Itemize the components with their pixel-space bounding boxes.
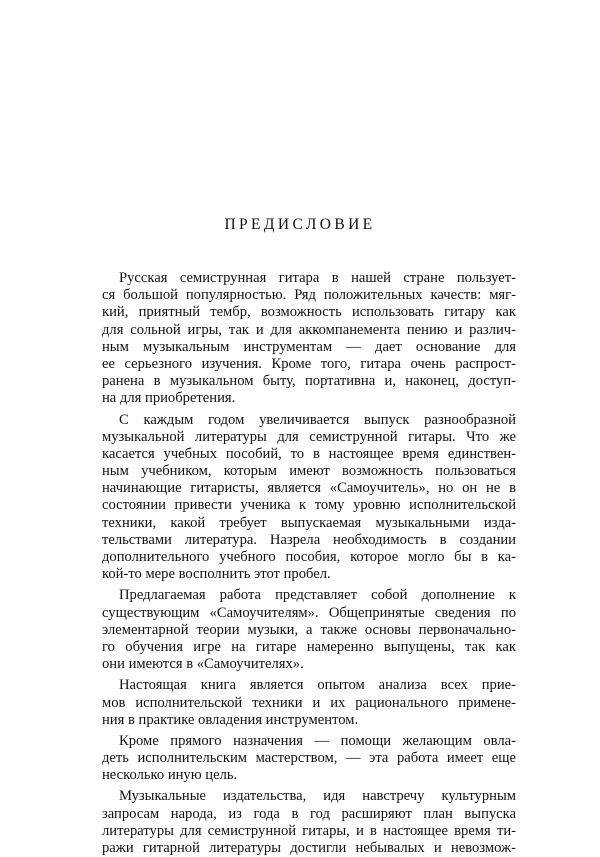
text-line: элементарной теории музыки, а также основы первоначально- (102, 621, 516, 638)
text-line: го обучения игре на гитаре намеренно выпущены, так как (102, 638, 516, 655)
paragraph (102, 677, 516, 729)
text-line: начинающие гитаристы, является «Самоучитель», но он не в (102, 480, 516, 497)
text-line: ее серьезного изучения. Кроме того, гитара очень распрост- (102, 355, 516, 372)
text-line: С каждым годом увеличивается выпуск разнообразной (119, 411, 516, 428)
text-line: техники, какой требует выпускаемая музыкальными изда- (102, 514, 516, 531)
text-line: запросам народа, из года в год расширяют план выпуска (102, 805, 516, 822)
paragraph (102, 733, 516, 785)
text-line: тельствами литература. Назрела необходимость в создании (102, 531, 516, 548)
paragraph (102, 270, 516, 408)
text-line: Кроме прямого назначения — помощи желающим овла- (119, 732, 516, 749)
text-line: кой-то мере восполнить этот пробел. (102, 566, 331, 583)
text-line: литературы для семиструнной гитары, и в настоящее время ти- (102, 822, 516, 839)
text-line: ся большой популярностью. Ряд положительных качеств: мяг- (102, 287, 516, 304)
text-line: несколько иную цель. (102, 767, 238, 784)
paragraph (102, 788, 516, 857)
text-line: ным учебником, которым имеют возможность пользоваться (102, 463, 516, 480)
text-line: касается учебных пособий, то в настоящее время единствен- (102, 445, 516, 462)
text-line: они имеются в «Самоучителях». (102, 656, 304, 673)
text-line: состоянии привести ученика к тому уровню исполнительской (102, 497, 516, 514)
text-line: ранена в музыкальном быту, портативна и, наконец, доступ- (102, 373, 516, 390)
text-line: мов исполнительской техники и их рационального примене- (102, 694, 516, 711)
text-line: кий, приятный тембр, возможность использовать гитару как (102, 304, 516, 321)
text-line: ным музыкальным инструментам — дает основание для (102, 338, 516, 355)
text-line: ражи гитарной литературы достигли небывалых и невозмож- (102, 840, 516, 856)
body-text (102, 270, 516, 857)
text-line: существующим «Самоучителям». Общепринятые сведения по (102, 604, 516, 621)
text-line: ния в практике овладения инструментом. (102, 711, 359, 728)
text-line: на для приобретения. (102, 390, 236, 407)
text-line: Музыкальные издательства, идя навстречу культурным (119, 788, 516, 805)
text-line: для сольной игры, так и для аккомпанемента пению и различ- (102, 321, 516, 338)
text-line: деть исполнительским мастерством, — эта работа имеет еще (102, 750, 516, 767)
text-line: дополнительного учебного пособия, которое могло бы в ка- (102, 549, 516, 565)
text-line: Настоящая книга является опытом анализа всех прие- (119, 677, 516, 694)
paragraph (102, 412, 516, 584)
page-title: ПРЕДИСЛОВИЕ (224, 216, 376, 233)
text-line: музыкальной литературы для семиструнной гитары. Что же (102, 428, 516, 445)
text-line: Предлагаемая работа представляет собой дополнение к (119, 587, 516, 604)
paragraph (102, 587, 516, 673)
text-line: Русская семиструнная гитара в нашей стране пользует- (119, 270, 516, 286)
